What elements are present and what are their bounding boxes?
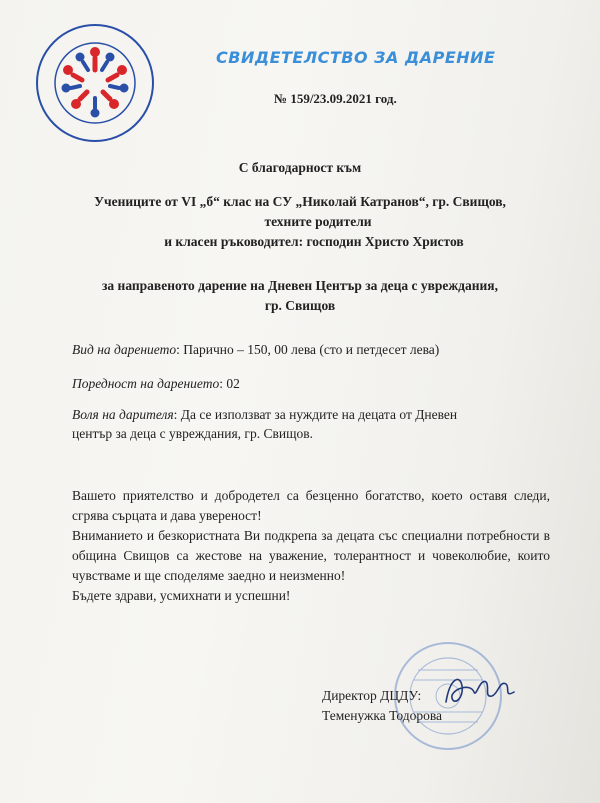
message-paragraph-1: Вашето приятелство и добродетел са безценно богатство, което оставя следи, сгрява сърцата и дава увереност! xyxy=(72,488,550,523)
purpose-line: за направеното дарение на Дневен Център за деца с увреждания, xyxy=(102,278,498,293)
donation-type-label: Вид на дарението xyxy=(72,342,177,357)
recipients-line: и класен ръководител: господин Христо Христов xyxy=(164,234,464,249)
donor-will xyxy=(72,405,552,443)
handwritten-signature xyxy=(440,668,520,712)
donor-will-value-cont: център за деца с увреждания, гр. Свищов. xyxy=(72,426,313,441)
director-role: Директор ДЦДУ: xyxy=(322,688,422,703)
certificate-title: СВИДЕТЕЛСТВО ЗА ДАРЕНИЕ xyxy=(216,48,496,67)
director-name: Теменужка Тодорова xyxy=(322,708,443,723)
donation-order xyxy=(72,374,552,393)
donation-order-label: Поредност на дарението xyxy=(72,376,220,391)
message-paragraph-3: Бъдете здрави, усмихнати и успешни! xyxy=(72,588,291,603)
gratitude-heading: С благодарност към xyxy=(238,160,362,175)
donation-type-value: : Парично – 150, 00 лева (сто и петдесет лева) xyxy=(176,342,440,357)
recipients-block xyxy=(40,192,560,252)
purpose-block xyxy=(40,276,560,316)
donor-will-label: Воля на дарителя xyxy=(72,407,174,422)
recipients-line: техните родители xyxy=(264,214,372,229)
donation-type xyxy=(72,340,552,359)
recipients-line: Учениците от VI „б“ клас на СУ „Николай Катранов“, гр. Свищов, xyxy=(94,194,506,209)
message-paragraph-2: Вниманието и безкористната Ви подкрепа за децата със специални потребности в община Свищов са жестове на уважение, толерантност и човеколюбие, които чувстваме и ще споделяме заедно и неизменно! xyxy=(72,528,550,583)
certificate-number: № 159/23.09.2021 год. xyxy=(274,91,397,106)
donor-will-value: : Да се използват за нуждите на децата от Дневен xyxy=(173,407,458,422)
purpose-line: гр. Свищов xyxy=(264,298,336,313)
donation-order-value: : 02 xyxy=(219,376,240,391)
organization-logo xyxy=(34,22,156,144)
